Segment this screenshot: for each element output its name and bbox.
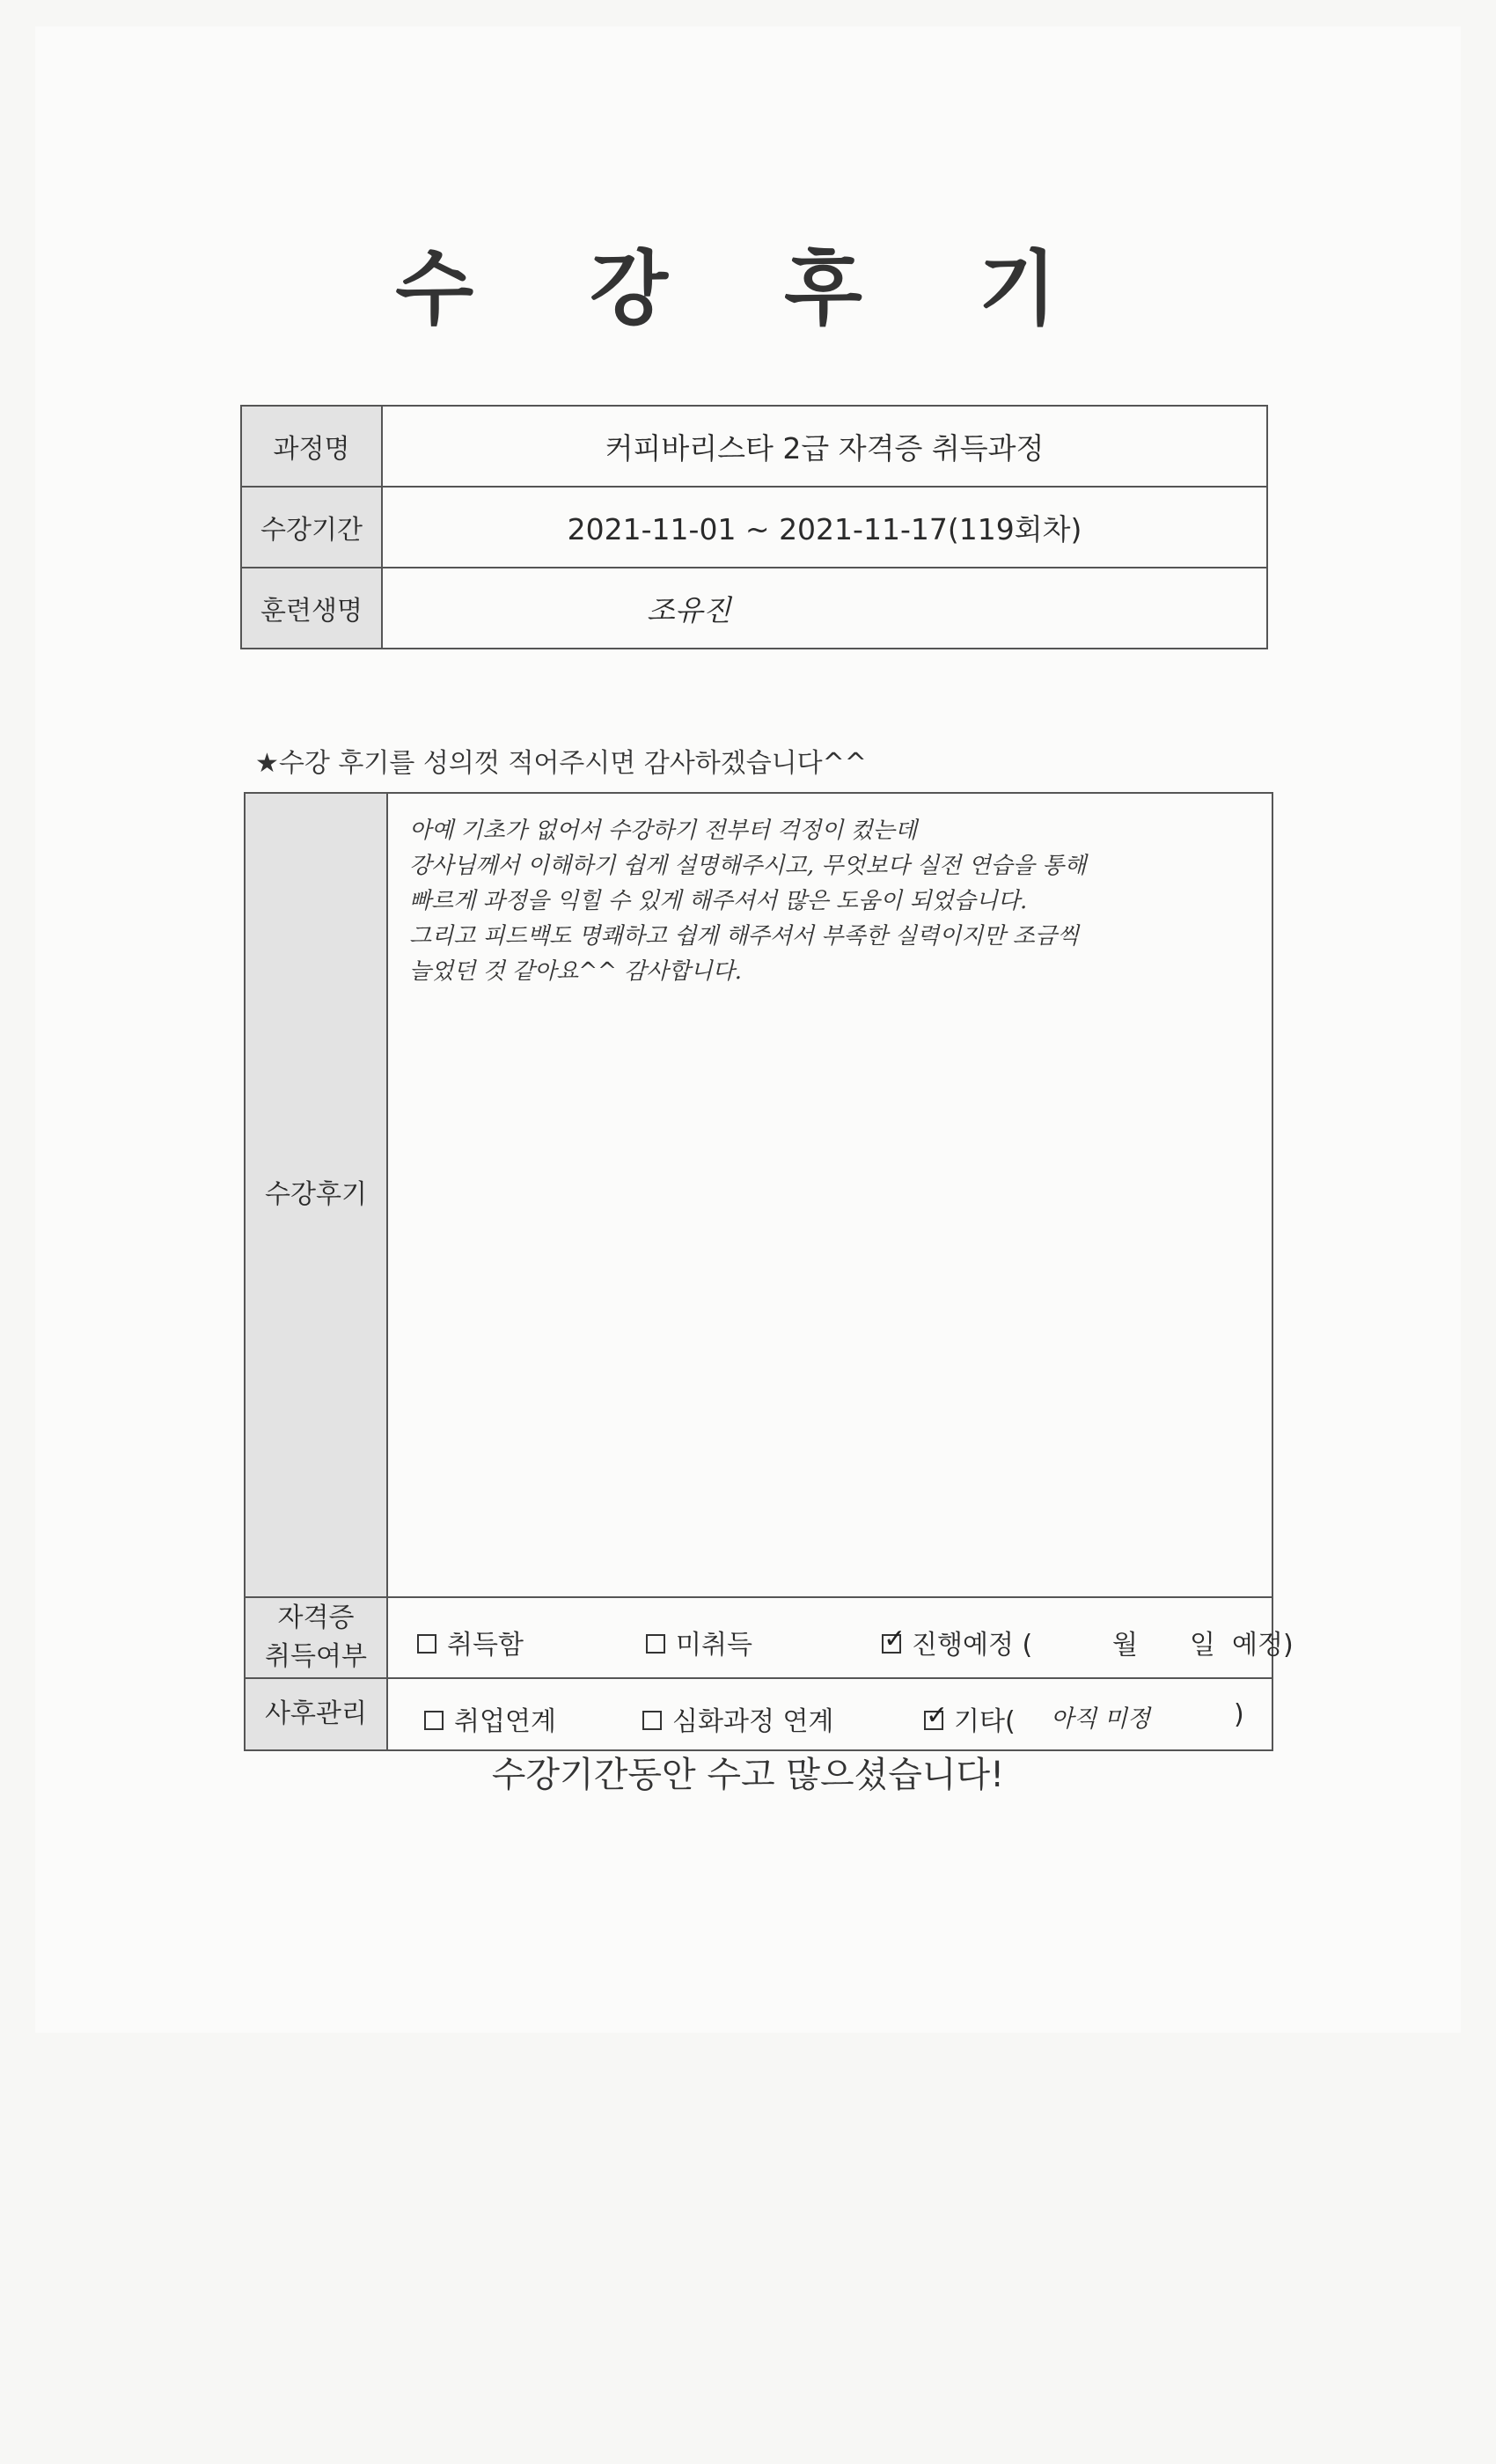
- option-acquired[interactable]: 취득함: [417, 1623, 524, 1661]
- document-title: 수 강 후 기: [395, 242, 1101, 336]
- review-line: 강사님께서 이해하기 쉽게 설명해주시고, 무엇보다 실전 연습을 통해: [409, 853, 1087, 879]
- other-close-paren: ): [1234, 1699, 1244, 1730]
- month-unit: 월: [1112, 1630, 1138, 1661]
- review-line: 그리고 피드백도 명쾌하고 쉽게 해주셔서 부족한 실력이지만 조금씩: [409, 923, 1080, 950]
- review-line: 늘었던 것 같아요^^ 감사합니다.: [409, 958, 743, 985]
- trainee-name-handwritten: 조유진: [382, 568, 1267, 649]
- certification-label: [245, 1597, 387, 1678]
- certification-options: [387, 1597, 1294, 1678]
- checkbox-icon[interactable]: [417, 1634, 436, 1654]
- course-value: 커피바리스타 2급 자격증 취득과정: [382, 406, 1267, 487]
- review-body: [387, 793, 1272, 1597]
- aftercare-label: 사후관리: [245, 1678, 387, 1750]
- checked-checkbox-icon[interactable]: [924, 1711, 943, 1730]
- review-line: 빠르게 과정을 익힐 수 있게 해주셔서 많은 도움이 되었습니다.: [409, 888, 1028, 914]
- aftercare-row: [245, 1678, 1272, 1750]
- certification-row: [245, 1597, 1272, 1678]
- period-row: [241, 487, 1267, 568]
- option-not-acquired[interactable]: 미취득: [646, 1623, 752, 1661]
- period-label: 수강기간: [241, 487, 382, 568]
- option-in-progress[interactable]: ✓ 진행예정 (: [882, 1623, 1032, 1661]
- course-row: [241, 406, 1267, 487]
- day-unit: 일: [1190, 1630, 1215, 1661]
- other-value-handwritten: 아직 미정: [1051, 1705, 1150, 1733]
- checkbox-icon[interactable]: [646, 1634, 665, 1654]
- trainee-row: [241, 568, 1267, 649]
- option-job-linkage[interactable]: 취업연계: [424, 1699, 556, 1738]
- review-line: 아예 기초가 없어서 수강하기 전부터 걱정이 컸는데: [409, 818, 918, 844]
- review-row: [245, 793, 1272, 1597]
- review-handwritten-text: [409, 813, 1250, 989]
- option-other[interactable]: ✓ 기타(: [924, 1699, 1016, 1738]
- review-label: 수강후기: [245, 793, 387, 1597]
- checked-checkbox-icon[interactable]: [882, 1634, 901, 1654]
- trainee-label: 훈련생명: [241, 568, 382, 649]
- certification-label-line1: 자격증: [277, 1602, 355, 1633]
- aftercare-options: [387, 1678, 1272, 1750]
- certification-label-line2: 취득여부: [265, 1641, 367, 1672]
- checkbox-icon[interactable]: [424, 1711, 444, 1730]
- option-advanced-course[interactable]: 심화과정 연계: [642, 1699, 833, 1738]
- closing-message: 수강기간동안 수고 많으셨습니다!: [491, 1755, 1005, 1795]
- review-table: [244, 792, 1294, 1751]
- notice-text: ★수강 후기를 성의껏 적어주시면 감사하겠습니다^^: [255, 748, 867, 779]
- checkbox-icon[interactable]: [642, 1711, 662, 1730]
- course-info-table: [240, 405, 1268, 649]
- period-value: 2021-11-01 ~ 2021-11-17(119회차): [382, 487, 1267, 568]
- planned-suffix: 예정): [1232, 1630, 1294, 1661]
- course-label: 과정명: [241, 406, 382, 487]
